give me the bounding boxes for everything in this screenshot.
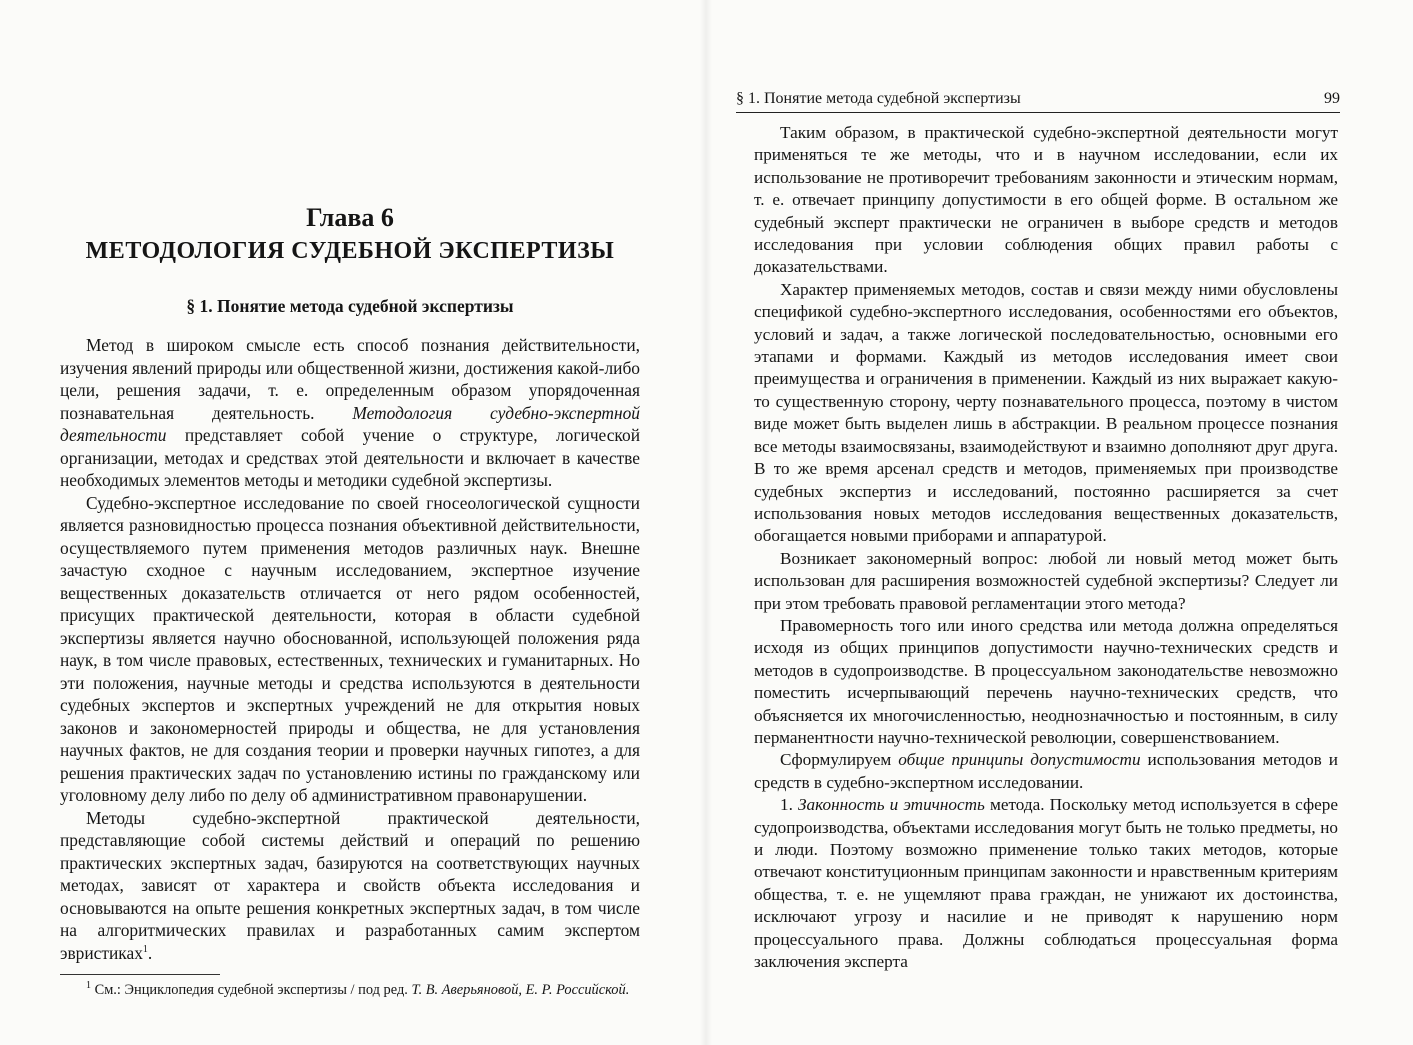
right-text-column — [754, 122, 1338, 973]
chapter-title: МЕТОДОЛОГИЯ СУДЕБНОЙ ЭКСПЕРТИЗЫ — [85, 238, 615, 264]
left-text-column — [60, 202, 640, 1000]
italic-term: Методология судебно-экспертной деятельности — [60, 402, 640, 445]
italic-term: Законность и этичность — [797, 795, 985, 815]
left-page — [0, 0, 706, 1045]
paragraph-legality-ethics — [754, 794, 1338, 973]
footnote-text: См.: Энциклопедия судебной экспертизы / под ред. — [91, 982, 412, 998]
paragraph-text: Сформулируем — [780, 750, 899, 770]
page-number: 99 — [1324, 90, 1340, 107]
running-header — [736, 88, 1340, 113]
footnote-ref: 1 — [142, 943, 148, 955]
footnote-number: 1 — [86, 980, 91, 992]
italic-term: общие принципы допустимости — [898, 750, 1141, 770]
paragraph-text: Методы судебно-экспертной практической деятельности, представляющие собой системы действий и операций по решению практических экспертных задач, базируются на соответствующих научных методах, зависят от характера и свойств объекта исследования и основываются на опыте решения конкретных экспертных задач, в том числе на алгоритмических правилах и разработанных самим экспертом эвристиках — [60, 807, 640, 963]
chapter-number: Глава 6 — [306, 203, 394, 232]
paragraph-text: использования методов и средств в судебно-экспертном исследовании. — [754, 750, 1338, 792]
right-page — [706, 0, 1413, 1045]
paragraph-end: . — [147, 942, 153, 963]
footnote-divider — [60, 974, 220, 975]
paragraph-text: Метод в широком смысле есть способ познания действительности, изучения явлений природы или общественной жизни, достижения какой-либо цели, решения задачи, т. е. определенным образом упорядоченная познавательная деятельность. — [60, 335, 640, 423]
paragraph-method-definition — [60, 334, 640, 492]
paragraph-legitimacy: Правомерность того или иного средства или метода должна определяться исходя из общих принципов допустимости научно-технических средств и методов в судопроизводстве. В процессуальном законодательстве невозможно поместить исчерпывающий перечень научно-технических средств, что объясняется их многочисленностью, неоднозначностью и постоянным, в силу перманентности научно-технической революции, совершенствованием. — [754, 615, 1338, 747]
paragraph-principles — [754, 749, 1338, 794]
paragraph-practical-activity: Таким образом, в практической судебно-экспертной деятельности могут применяться те же методы, что и в научном исследовании, если их использование не противоречит требованиям законности и этическим нормам, т. е. отвечает принципу допустимости в его общей форме. В остальном же судебный эксперт практически не ограничен в выборе средств и методов исследования при условии соблюдения общих правил работы с доказательствами. — [754, 123, 1338, 277]
section-title: § 1. Понятие метода судебной экспертизы — [186, 296, 514, 316]
paragraph-text: метода. Поскольку метод используется в сфере судопроизводства, объектами исследования могут быть не только предметы, но и люди. Поэтому возможно применение только таких методов, которые отвечают конституционным принципам законности и нравственным критериям общества, т. е. не ущемляют права граждан, не унижают их достоинства, исключают угрозу и насилие и не приводят к нарушению норм процессуального права. Должны соблюдаться процессуальная форма заключения эксперта — [754, 795, 1338, 972]
footnote-editors: Т. В. Аверьяновой, Е. Р. Российской. — [411, 982, 630, 998]
paragraph-expert-research: Судебно-экспертное исследование по своей гносеологической сущности является разновидностью процесса познания объективной действительности, осуществляемого путем применения методов различных наук. Внешне зачастую сходное с научным исследованием, экспертное изучение вещественных доказательств отличается от него рядом особенностей, присущих практической деятельности, которая в области судебной экспертизы является научно обоснованной, использующей положения ряда наук, в том числе правовых, естественных, технических и гуманитарных. Но эти положения, научные методы и средства используются в деятельности судебных экспертов и экспертных учреждений не для открытия новых законов и закономерностей природы и общества, не для установления научных фактов, не для создания теории и проверки научных гипотез, а для решения практических задач по установлению истины по гражданскому или уголовному делу либо по делу об административном правонарушении. — [60, 492, 640, 805]
list-number: 1. — [780, 795, 798, 815]
paragraph-text: представляет собой учение о структуре, логической организации, методах и средствах этой деятельности и включает в качестве необходимых элементов методы и методики судебной экспертизы. — [60, 425, 640, 490]
paragraph-expert-methods — [60, 807, 640, 965]
paragraph-method-character: Характер применяемых методов, состав и связи между ними обусловлены спецификой судебно-экспертного исследования, особенностями его объектов, условий и задач, а также логической последовательностью, основными его этапами и формами. Каждый из методов исследования имеет свои преимущества и ограничения в применении. Каждый из них выражает какую-то существенную сторону, черту познавательного процесса, поэтому в чистом виде может быть выделен лишь в абстракции. В реальном процессе познания все методы взаимосвязаны, взаимодействуют и взаимно дополняют друг друга. В то же время арсенал средств и методов, применяемых при производстве судебных экспертиз и исследований, постоянно расширяется за счет использования новых методов исследования вещественных доказательств, обогащается новыми приборами и аппаратурой. — [754, 279, 1338, 546]
running-head-title: § 1. Понятие метода судебной экспертизы — [736, 90, 1021, 107]
footnote — [60, 981, 640, 1000]
paragraph-question: Возникает закономерный вопрос: любой ли новый метод может быть использован для расширения возможностей судебной экспертизы? Следует ли при этом требовать правовой регламентации этого метода? — [754, 548, 1338, 613]
